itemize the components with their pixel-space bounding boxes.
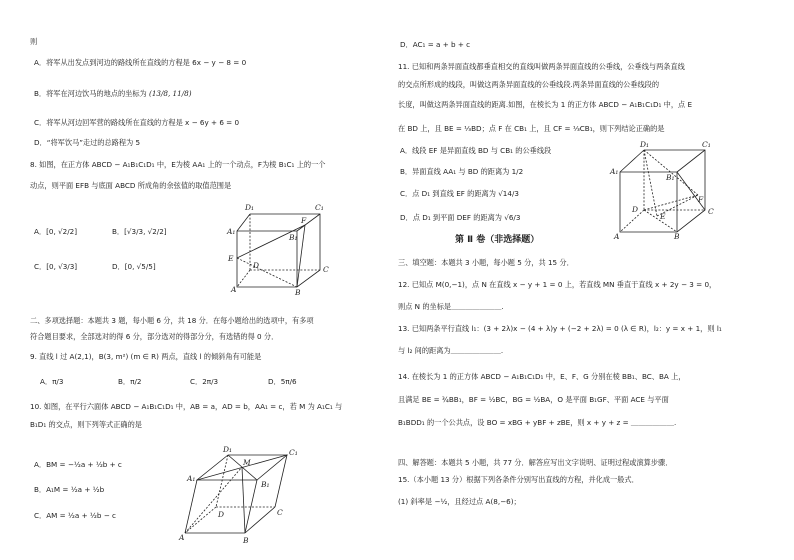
fig2-label-b: B: [243, 536, 249, 545]
q14-line-3: B₁BDD₁ 的一个公共点，设 BO = xBG + yBF + zBE，则 x + y + z = ＿＿＿＿＿＿.: [398, 418, 677, 427]
fig3-label-c1: C₁: [702, 140, 711, 149]
fig1-label-a: A: [231, 285, 237, 294]
fig1-label-b: B: [295, 288, 301, 297]
q10-option-d: D．AC₁ = a + b + c: [400, 40, 471, 49]
fig1-label-c1: C₁: [315, 203, 324, 212]
fig1-label-b1: B₁: [289, 233, 298, 242]
fig2-label-c: C: [277, 508, 283, 517]
q9-option-c: C．2π/3: [190, 377, 219, 386]
parallelepiped-figure-q10: [179, 445, 305, 545]
q7-option-b: [34, 89, 192, 98]
q10-option-c: C．AM = ½a + ½b − c: [34, 511, 116, 520]
fig1-label-e: E: [228, 254, 234, 263]
q13-line-2: 与 l₂ 间的距离为＿＿＿＿＿＿＿.: [398, 346, 504, 355]
q10-option-b: B．A₁M = ½a + ½b: [34, 485, 105, 494]
q8-line-2: 动点，则平面 EFB 与底面 ABCD 所成角的余弦值的取值范围是: [30, 181, 232, 190]
q7-option-b-label: B．将军在河边饮马的地点的坐标为: [34, 89, 147, 98]
fig1-label-d1: D₁: [245, 203, 255, 212]
q11-option-d: D．点 D₁ 到平面 DEF 的距离为 √6/3: [400, 213, 521, 222]
q11-line-2: 的交点所形成的线段，叫做这两条异面直线的公垂线段.两条异面直线的公垂线段的: [398, 80, 660, 89]
q13-line-1: 13. 已知两条平行直线 l₁：(3 + 2λ)x − (4 + λ)y + (−2 + 2λ) = 0 (λ ∈ R)，l₂：y = x + 1，则 l₁: [398, 324, 722, 333]
q10-option-a: A．BM = −½a + ½b + c: [34, 460, 122, 469]
cube-figure-q8: [225, 200, 335, 295]
fig2-label-a1: A₁: [187, 474, 196, 483]
section2-line-1: 二、多项选择题：本题共 3 题，每小题 6 分，共 18 分．在每小题给出的选项中，有多项: [30, 316, 314, 325]
section2-line-2: 符合题目要求，全部选对的得 6 分，部分选对的得部分分，有选错的得 0 分．: [30, 332, 279, 341]
q9-option-b: B．π/2: [118, 377, 142, 386]
fig1-label-c: C: [323, 265, 329, 274]
fig3-label-a1: A₁: [610, 167, 619, 176]
q8-line-1: 8. 如图，在正方体 ABCD − A₁B₁C₁D₁ 中，E为棱 AA₁ 上的一个动点，F为棱 B₁C₁ 上的一个: [30, 160, 326, 169]
q8-option-c: C．[0, √3/3]: [34, 262, 78, 271]
q9-option-d: D．5π/6: [268, 377, 297, 386]
q12-line-2: 则点 N 的坐标是＿＿＿＿＿＿＿.: [398, 302, 504, 311]
fig2-label-b1: B₁: [261, 480, 270, 489]
q12-line-1: 12. 已知点 M(0,−1)，点 N 在直线 x − y + 1 = 0 上，若直线 MN 垂直于直线 x + 2y − 3 = 0，: [398, 280, 717, 289]
q15-line-2: (1) 斜率是 −½，且经过点 A(8,−6)；: [398, 497, 521, 506]
q10-line-1: 10. 如图，在平行六面体 ABCD − A₁B₁C₁D₁ 中，AB = a，AD = b，AA₁ = c，若 M 为 A₁C₁ 与: [30, 402, 343, 411]
continuation-label: 则: [30, 37, 38, 46]
fig3-label-b1: B₁: [666, 173, 675, 182]
fig3-label-c: C: [708, 207, 714, 216]
fig2-label-d1: D₁: [223, 445, 233, 454]
q11-line-4: 在 BD 上，且 BE = ⅓BD；点 F 在 CB₁ 上，且 CF = ⅓CB₁，则下列结论正确的是: [398, 124, 665, 133]
fig3-label-b: B: [674, 232, 680, 241]
part2-title: 第 Ⅱ 卷（非选择题）: [455, 235, 540, 245]
fig2-label-m: M: [243, 458, 251, 467]
q15-line-1: 15.（本小题 13 分）根据下列各条件分别写出直线的方程，并化成一般式．: [398, 475, 639, 484]
fig3-label-a: A: [614, 232, 620, 241]
fig3-label-d: D: [632, 205, 639, 214]
q11-option-a: A．线段 EF 是异面直线 BD 与 CB₁ 的公垂线段: [400, 146, 552, 155]
q9-option-a: A．π/3: [40, 377, 64, 386]
q14-line-1: 14. 在棱长为 1 的正方体 ABCD − A₁B₁C₁D₁ 中，E、F、G 分别在棱 BB₁、BC、BA 上，: [398, 372, 686, 381]
q8-option-d: D．[0, √5/5]: [112, 262, 156, 271]
q14-line-2: 且满足 BE = ¾BB₁，BF = ½BC，BG = ½BA，O 是平面 B₁GF、平面 ACE 与平面: [398, 395, 669, 404]
q9-line: 9. 直线 l 过 A(2,1)，B(3, m²) (m ∈ R) 两点，直线 l 的倾斜角有可能是: [30, 352, 262, 361]
fig1-label-a1: A₁: [227, 227, 236, 236]
q10-line-2: B₁D₁ 的交点，则下列等式正确的是: [30, 420, 142, 429]
q11-line-1: 11. 已知和两条异面直线都垂直相交的直线叫做两条异面直线的公垂线，公垂线与两条直线: [398, 62, 685, 71]
fig3-label-d1: D₁: [640, 140, 650, 149]
fig2-label-a: A: [179, 533, 185, 542]
q11-line-3: 长度，叫做这两条异面直线的距离.如图，在棱长为 1 的正方体 ABCD − A₁B₁C₁D₁ 中，点 E: [398, 100, 693, 109]
section4-heading: 四、解答题：本题共 5 小题，共 77 分．解答应写出文字说明、证明过程或演算步骤．: [398, 458, 673, 467]
fig3-label-e: E: [660, 212, 666, 221]
fig2-label-d: D: [218, 510, 225, 519]
cube-figure-q11: [610, 140, 720, 240]
q7-option-a: A．将军从出发点到河边的路线所在直线的方程是 6x − y − 8 = 0: [34, 58, 247, 67]
fig2-label-c1: C₁: [289, 448, 298, 457]
fig1-label-d: D: [253, 261, 260, 270]
q8-option-a: A．[0, √2/2]: [34, 227, 78, 236]
q7-option-b-coord: (13/8, 11/8): [149, 89, 192, 98]
q8-option-b: B．[√3/3, √2/2]: [112, 227, 167, 236]
q11-option-b: B．异面直线 AA₁ 与 BD 的距离为 1/2: [400, 167, 524, 176]
fig3-label-f: F: [698, 195, 704, 204]
section3-heading: 三、填空题：本题共 3 小题，每小题 5 分，共 15 分．: [398, 258, 574, 267]
q7-option-d: D．“将军饮马”走过的总路程为 5: [34, 138, 141, 147]
q11-option-c: C．点 D₁ 到直线 EF 的距离为 √14/3: [400, 189, 519, 198]
fig1-label-f: F: [301, 216, 307, 225]
q7-option-c: C．将军从河边回军营的路线所在直线的方程是 x − 6y + 6 = 0: [34, 118, 240, 127]
